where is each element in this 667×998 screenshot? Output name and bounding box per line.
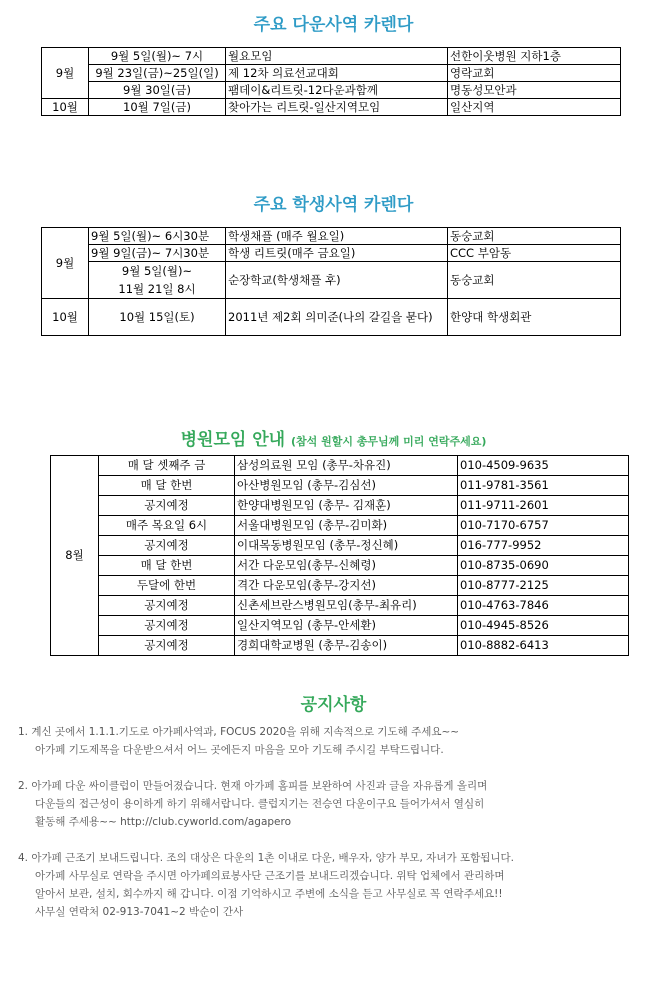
month-cell: 9월: [42, 228, 89, 299]
notice-line: 4. 아가페 근조기 보내드립니다. 조의 대상은 다운의 1촌 이내로 다운, 배우자, 양가 부모, 자녀가 포함됩니다.: [18, 852, 514, 864]
notice-item: [18, 723, 638, 759]
phone-cell: 010-4945-8526: [458, 616, 629, 636]
event-cell: 제 12차 의료선교대회: [226, 65, 448, 82]
table-row: [51, 576, 629, 596]
when-cell: 매 달 셋째주 금: [99, 456, 235, 476]
table-row: [42, 65, 621, 82]
table-row: [51, 556, 629, 576]
when-cell: 공지예정: [99, 616, 235, 636]
date-cell: 9월 30일(금): [89, 82, 226, 99]
table-row: [42, 299, 621, 336]
phone-cell: 010-8882-6413: [458, 636, 629, 656]
phone-cell: 010-4509-9635: [458, 456, 629, 476]
table-row: [51, 536, 629, 556]
notice-line: 활동해 주세용~~ http://club.cyworld.com/agapero: [35, 816, 292, 828]
phone-cell: 011-9781-3561: [458, 476, 629, 496]
event-cell: 2011년 제2회 의미준(나의 갈길을 묻다): [226, 299, 448, 336]
meeting-cell: 이대목동병원모임 (총무-정신혜): [235, 536, 458, 556]
meeting-cell: 일산지역모임 (총무-안세환): [235, 616, 458, 636]
when-cell: 두달에 한번: [99, 576, 235, 596]
meeting-cell: 신촌세브란스병원모임(총무-최유리): [235, 596, 458, 616]
date-cell: 10월 7일(금): [89, 99, 226, 116]
downsarang-calendar-table: [41, 47, 621, 116]
phone-cell: 010-7170-6757: [458, 516, 629, 536]
place-cell: 명동성모안과: [448, 82, 621, 99]
notice-item: [18, 849, 638, 921]
table-row: [42, 245, 621, 262]
meeting-cell: 경희대학교병원 (총무-김송이): [235, 636, 458, 656]
date-line: 11월 21일 8시: [118, 282, 196, 296]
notice-line: 사무실 연락처 02-913-7041~2 박순이 간사: [35, 906, 244, 918]
table-row: [42, 82, 621, 99]
student-calendar-title: 주요 학생사역 카렌다: [253, 195, 414, 215]
meeting-cell: 삼성의료원 모임 (총무-차유진): [235, 456, 458, 476]
place-cell: 동숭교회: [448, 262, 621, 299]
date-cell: 9월 23일(금)~25일(일): [89, 65, 226, 82]
table-row: [42, 48, 621, 65]
table-row: [42, 228, 621, 245]
meeting-cell: 격간 다운모임(총무-강지선): [235, 576, 458, 596]
place-cell: 동숭교회: [448, 228, 621, 245]
student-calendar-table: [41, 227, 621, 336]
place-cell: 영락교회: [448, 65, 621, 82]
when-cell: 매 달 한번: [99, 476, 235, 496]
table-row: [51, 616, 629, 636]
notice-line: 알아서 보관, 설치, 회수까지 해 갑니다. 이점 기억하시고 주변에 소식을 듣고 사무실로 꼭 연락주세요!!: [35, 888, 503, 900]
table-row: [51, 496, 629, 516]
when-cell: 매주 목요일 6시: [99, 516, 235, 536]
notice-line: 1. 계신 곳에서 1.1.1.기도로 아가페사역과, FOCUS 2020을 위해 지속적으로 기도해 주세요~~: [18, 726, 460, 738]
date-cell: [89, 262, 226, 299]
month-cell: 9월: [42, 48, 89, 99]
when-cell: 공지예정: [99, 536, 235, 556]
table-row: [42, 262, 621, 299]
table-row: [51, 516, 629, 536]
phone-cell: 010-8777-2125: [458, 576, 629, 596]
notice-item: [18, 777, 638, 831]
date-cell: 9월 5일(월)~ 7시: [89, 48, 226, 65]
when-cell: 공지예정: [99, 496, 235, 516]
notice-line: 아가페 사무실로 연락을 주시면 아가페의료봉사단 근조기를 보내드리겠습니다. 위탁 업체에서 관리하며: [35, 870, 505, 882]
phone-cell: 016-777-9952: [458, 536, 629, 556]
place-cell: 일산지역: [448, 99, 621, 116]
notices-title: 공지사항: [300, 695, 367, 715]
downsarang-calendar-title: 주요 다운사역 카렌다: [253, 15, 414, 35]
hospital-title-text: 병원모임 안내: [180, 430, 286, 450]
event-cell: 학생채플 (매주 월요일): [226, 228, 448, 245]
hospital-meetings-table: [50, 455, 629, 656]
table-row: [42, 99, 621, 116]
phone-cell: 011-9711-2601: [458, 496, 629, 516]
meeting-cell: 서울대병원모임 (총무-김미화): [235, 516, 458, 536]
event-cell: 학생 리트릿(매주 금요일): [226, 245, 448, 262]
table-row: [51, 636, 629, 656]
month-cell: 10월: [42, 99, 89, 116]
month-cell: 8월: [51, 456, 99, 656]
when-cell: 공지예정: [99, 596, 235, 616]
table-row: [51, 596, 629, 616]
meeting-cell: 서간 다운모임(총무-신혜령): [235, 556, 458, 576]
event-cell: 순장학교(학생채플 후): [226, 262, 448, 299]
when-cell: 매 달 한번: [99, 556, 235, 576]
notices-list: [18, 723, 638, 939]
hospital-subtitle: (참석 원할시 총무님께 미리 연락주세요): [290, 435, 487, 448]
date-cell: 9월 5일(월)~ 6시30분: [89, 228, 226, 245]
place-cell: CCC 부암동: [448, 245, 621, 262]
meeting-cell: 아산병원모임 (총무-김심선): [235, 476, 458, 496]
event-cell: 월요모임: [226, 48, 448, 65]
phone-cell: 010-8735-0690: [458, 556, 629, 576]
place-cell: 한양대 학생회관: [448, 299, 621, 336]
meeting-cell: 한양대병원모임 (총무- 김재훈): [235, 496, 458, 516]
date-cell: 10월 15일(토): [89, 299, 226, 336]
table-row: [51, 456, 629, 476]
date-cell: 9월 9일(금)~ 7시30분: [89, 245, 226, 262]
hospital-meetings-title: [0, 425, 667, 450]
table-row: [51, 476, 629, 496]
place-cell: 선한이웃병원 지하1층: [448, 48, 621, 65]
event-cell: 팸데이&리트릿-12다운과함께: [226, 82, 448, 99]
event-cell: 찾아가는 리트릿-일산지역모임: [226, 99, 448, 116]
notice-line: 아가페 기도제목을 다운받으셔서 어느 곳에든지 마음을 모아 기도해 주시길 부탁드립니다.: [35, 744, 444, 756]
when-cell: 공지예정: [99, 636, 235, 656]
notice-line: 다운들의 접근성이 용이하게 하기 위해서랍니다. 클럽지기는 전승연 다운이구요 들어가셔서 열심히: [35, 798, 485, 810]
notice-line: 2. 아가페 다운 싸이클럽이 만들어졌습니다. 현재 아가페 홈피를 보완하여 사진과 글을 자유롭게 올리며: [18, 780, 488, 792]
phone-cell: 010-4763-7846: [458, 596, 629, 616]
month-cell: 10월: [42, 299, 89, 336]
date-line: 9월 5일(월)~: [121, 264, 193, 278]
